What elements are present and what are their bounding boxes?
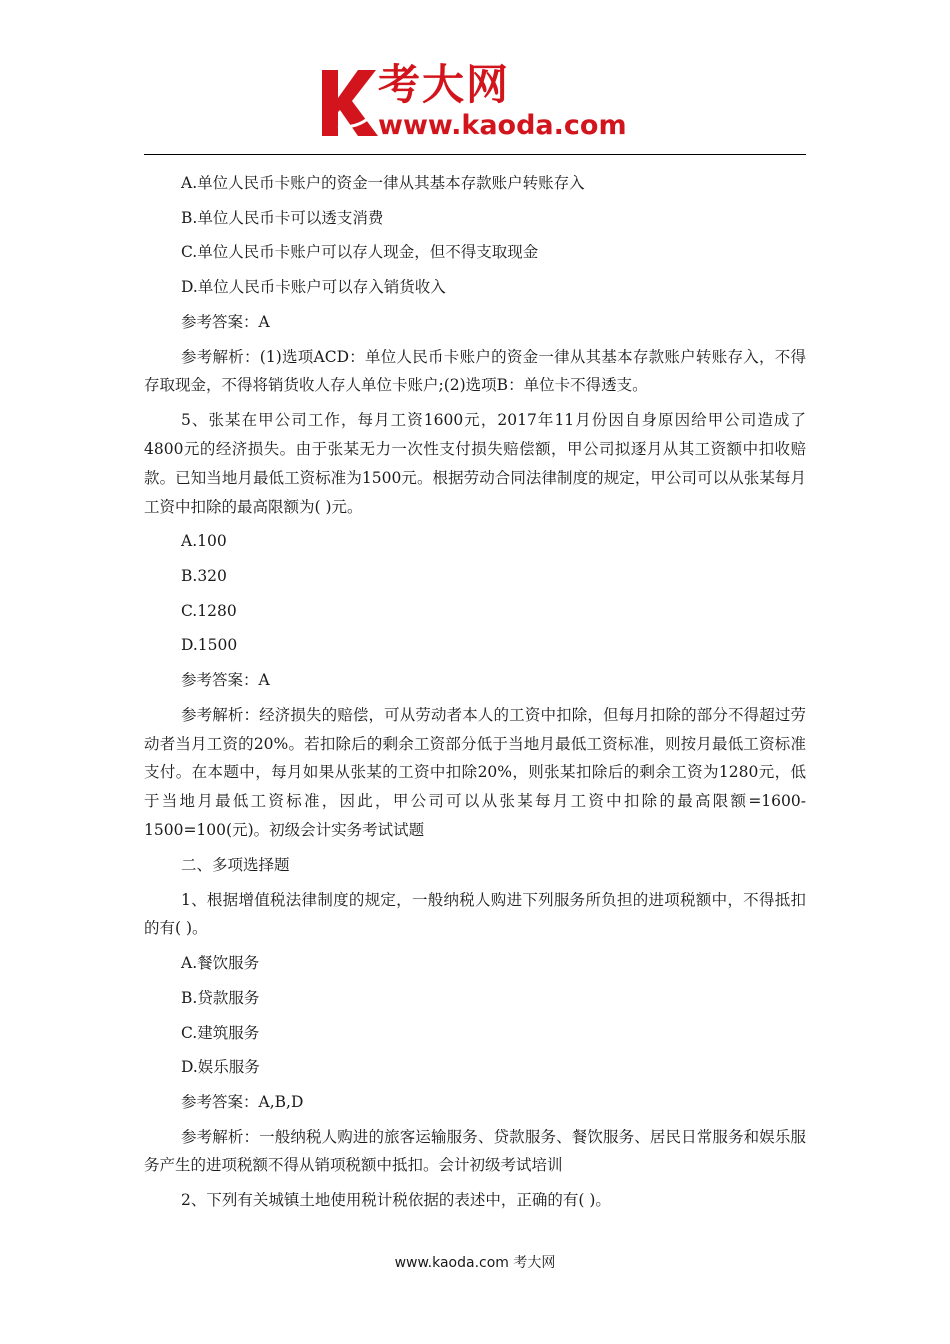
option-d: D.1500 — [181, 636, 238, 655]
question-1: 1、根据增值税法律制度的规定，一般纳税人购进下列服务所负担的进项税额中，不得抵扣的有( )。 — [144, 890, 806, 938]
explanation: 参考解析：(1)选项ACD：单位人民币卡账户的资金一律从其基本存款账户转账存入，不得存取现金，不得将销货收人存人单位卡账户;(2)选项B：单位卡不得透支。 — [144, 347, 806, 395]
brand-url[interactable]: www.kaoda.com — [378, 110, 627, 141]
explanation: 参考解析：经济损失的赔偿，可从劳动者本人的工资中扣除，但每月扣除的部分不得超过劳动者当月工资的20%。若扣除后的剩余工资部分低于当地月最低工资标准，则按月最低工资标准支付。在本题中，每月如果从张某的工资中扣除20%，则张某扣除后的剩余工资为1280元，低于当地月最低工资标准，因此，甲公司可以从张某每月工资中扣除的最高限额=1600-1500=100(元)。初级会计实务考试试题 — [144, 705, 806, 839]
option-c: C.1280 — [181, 601, 237, 620]
brand-title: 考大网 — [378, 60, 511, 109]
question-2: 2、下列有关城镇土地使用税计税依据的表述中，正确的有( )。 — [181, 1191, 611, 1210]
question-5: 5、张某在甲公司工作，每月工资1600元，2017年11月份因自身原因给甲公司造成了4800元的经济损失。由于张某无力一次性支付损失赔偿额，甲公司拟逐月从其工资额中扣收赔款。已知当地月最低工资标准为1500元。根据劳动合同法律制度的规定，甲公司可以从张某每月工资中扣除的最高限额为( )元。 — [144, 411, 806, 516]
page-header — [0, 0, 950, 156]
answer: 参考答案：A,B,D — [181, 1092, 304, 1111]
kaoda-k-logo-icon — [318, 68, 382, 138]
option-a: A.单位人民币卡账户的资金一律从其基本存款账户转账存入 — [181, 174, 585, 192]
option-b: B.320 — [181, 567, 227, 585]
header-divider — [144, 154, 806, 155]
option-a: A.餐饮服务 — [181, 954, 260, 973]
page-footer: www.kaoda.com 考大网 — [394, 1255, 556, 1271]
option-b: B.贷款服务 — [181, 988, 260, 1007]
explanation: 参考解析：一般纳税人购进的旅客运输服务、贷款服务、餐饮服务、居民日常服务和娱乐服务产生的进项税额不得从销项税额中抵扣。会计初级考试培训 — [144, 1127, 806, 1175]
option-d: D.单位人民币卡账户可以存入销货收入 — [181, 278, 446, 297]
option-c: C.单位人民币卡账户可以存人现金，但不得支取现金 — [181, 243, 539, 262]
option-c: C.建筑服务 — [181, 1023, 260, 1042]
section-heading: 二、多项选择题 — [181, 855, 290, 874]
answer: 参考答案：A — [181, 312, 270, 331]
document-body — [144, 166, 806, 1218]
answer: 参考答案：A — [181, 671, 270, 690]
option-b: B.单位人民币卡可以透支消费 — [181, 208, 384, 227]
option-a: A.100 — [181, 532, 227, 551]
option-d: D.娱乐服务 — [181, 1058, 260, 1077]
